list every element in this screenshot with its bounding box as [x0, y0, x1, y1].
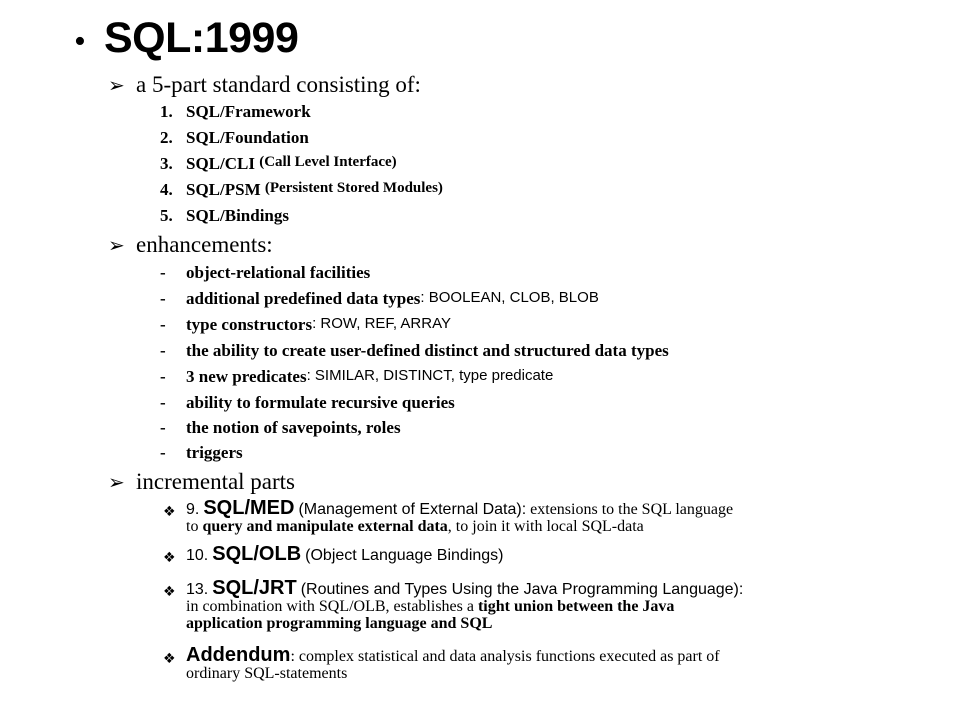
- item-number: 2.: [160, 128, 173, 147]
- item-description: extensions to the SQL language: [530, 501, 734, 518]
- item-label: SQL/Bindings: [186, 206, 290, 225]
- list-item: [160, 418, 401, 438]
- item-label: SQL/PSM: [186, 180, 261, 199]
- list-item: [160, 443, 243, 463]
- item-description: ordinary SQL-statements: [186, 665, 348, 682]
- arrow-bullet-icon: ➢: [108, 73, 125, 97]
- dash-icon: -: [160, 418, 166, 437]
- list-item: [160, 102, 311, 122]
- list-item: [160, 289, 599, 309]
- diamond-bullet-icon: ❖: [163, 504, 176, 520]
- item-number: 10.: [186, 547, 209, 564]
- item-number: 4.: [160, 180, 173, 199]
- item-label: SQL/Foundation: [186, 128, 309, 147]
- section-incremental: [108, 469, 295, 495]
- list-item: [160, 367, 553, 387]
- item-detail: (Object Language Bindings): [305, 547, 504, 564]
- item-number: 9.: [186, 501, 200, 518]
- item-label: SQL/Framework: [186, 102, 311, 121]
- incremental-item-olb: [186, 543, 504, 565]
- item-label: type constructors: [186, 315, 313, 334]
- dash-icon: -: [160, 393, 166, 412]
- bullet-icon: •: [74, 23, 86, 60]
- item-description: to: [186, 518, 199, 535]
- item-label: triggers: [186, 443, 243, 462]
- list-item: [160, 206, 289, 226]
- dash-icon: -: [160, 263, 166, 282]
- title-row: [74, 14, 298, 63]
- list-item: [160, 128, 309, 148]
- list-item: [160, 263, 370, 283]
- item-detail: (Call Level Interface): [259, 154, 397, 170]
- item-label: ability to formulate recursive queries: [186, 393, 455, 412]
- diamond-bullet-icon: ❖: [163, 584, 176, 600]
- item-description: : complex statistical and data analysis functions executed as part of: [290, 648, 720, 665]
- item-detail: : ROW, REF, ARRAY: [312, 315, 451, 332]
- list-item: [160, 393, 455, 413]
- item-detail: : BOOLEAN, CLOB, BLOB: [420, 289, 599, 306]
- arrow-bullet-icon: ➢: [108, 233, 125, 257]
- item-label: Addendum: [186, 644, 291, 666]
- section-standard: [108, 72, 421, 98]
- dash-icon: -: [160, 443, 166, 462]
- section-heading: incremental parts: [136, 469, 296, 494]
- section-enhancements: [108, 232, 273, 258]
- dash-icon: -: [160, 315, 166, 334]
- item-emphasis: application programming language and SQL: [186, 615, 493, 632]
- dash-icon: -: [160, 341, 166, 360]
- item-emphasis: query and manipulate external data: [202, 518, 448, 535]
- item-number: 1.: [160, 102, 173, 121]
- dash-icon: -: [160, 367, 166, 386]
- item-detail: : SIMILAR, DISTINCT, type predicate: [306, 367, 554, 384]
- list-item: [160, 315, 451, 335]
- item-detail: (Management of External Data):: [298, 501, 527, 518]
- list-item: [160, 341, 669, 361]
- item-number: 5.: [160, 206, 173, 225]
- item-detail: (Persistent Stored Modules): [264, 180, 443, 196]
- item-label: additional predefined data types: [186, 289, 421, 308]
- item-detail: (Routines and Types Using the Java Programming Language):: [300, 581, 744, 598]
- list-item: [160, 180, 443, 200]
- section-heading: enhancements:: [136, 232, 273, 257]
- item-description: , to join it with local SQL-data: [447, 518, 644, 535]
- item-label: the notion of savepoints, roles: [186, 418, 401, 437]
- diamond-bullet-icon: ❖: [163, 550, 176, 566]
- section-heading: a 5-part standard consisting of:: [136, 72, 421, 97]
- item-label: SQL/MED: [203, 497, 295, 519]
- incremental-item-jrt: [186, 577, 744, 632]
- item-label: the ability to create user-defined distinct and structured data types: [186, 341, 669, 360]
- item-number: 3.: [160, 154, 173, 173]
- item-label: 3 new predicates: [186, 367, 307, 386]
- diamond-bullet-icon: ❖: [163, 651, 176, 667]
- dash-icon: -: [160, 289, 166, 308]
- list-item: [160, 154, 397, 174]
- incremental-item-med: [186, 497, 734, 535]
- item-label: object-relational facilities: [186, 263, 371, 282]
- item-number: 13.: [186, 581, 209, 598]
- arrow-bullet-icon: ➢: [108, 470, 125, 494]
- item-label: SQL/JRT: [212, 577, 297, 599]
- item-label: SQL/CLI: [186, 154, 255, 173]
- incremental-item-addendum: [186, 644, 720, 682]
- item-description: in combination with SQL/OLB, establishes a: [186, 598, 474, 615]
- item-emphasis: tight union between the Java: [477, 598, 675, 615]
- slide-title: SQL:1999: [104, 14, 299, 62]
- item-label: SQL/OLB: [212, 543, 302, 565]
